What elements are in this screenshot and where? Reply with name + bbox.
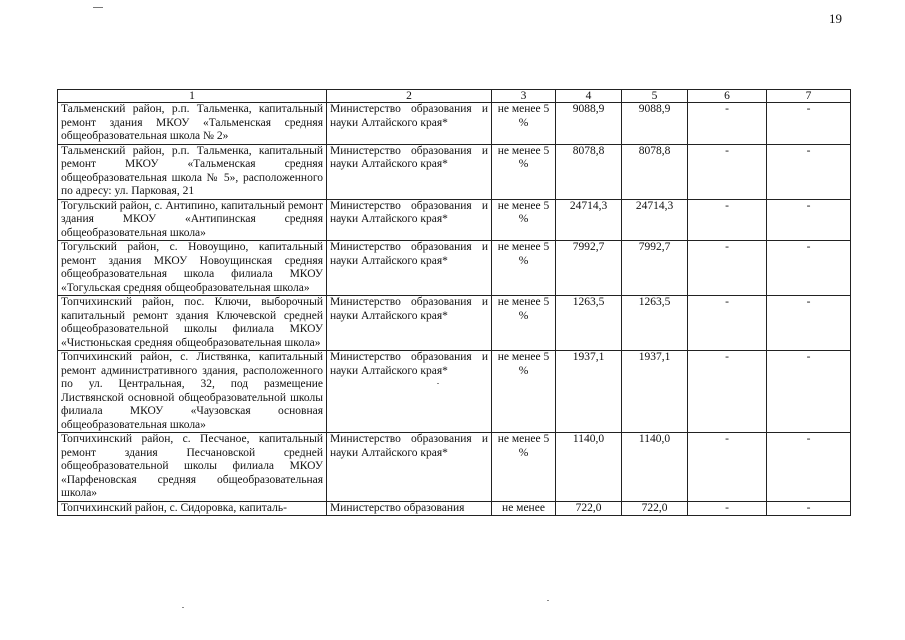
value-cell-7: - [767, 199, 851, 241]
share-cell: не менее 5 % [492, 241, 556, 296]
object-cell: Топчихинский район, с. Листвянка, капитальный ремонт административного здания, расположенного по ул. Центральная, 32, под размещение Листвянской основной общеобразовательной школы филиала МКОУ «Чаузовская основная общеобразовательная школа» [58, 351, 327, 433]
object-cell: Топчихинский район, с. Песчаное, капитальный ремонт здания Песчановской средней общеобразовательной школы филиала МКОУ «Парфеновская средняя общеобразовательная школа» [58, 433, 327, 502]
value-cell-7: - [767, 501, 851, 516]
table-row [58, 144, 851, 199]
value-cell-7: - [767, 103, 851, 145]
value-cell-6: - [688, 501, 767, 516]
object-cell: Топчихинский район, пос. Ключи, выборочный капитальный ремонт здания Ключевской средней общеобразовательной школы филиала МКОУ «Чистюньская средняя общеобразовательная школа» [58, 296, 327, 351]
organization-cell: Министерство образования и науки Алтайского края* [327, 199, 492, 241]
share-cell: не менее 5 % [492, 433, 556, 502]
share-cell: не менее 5 % [492, 351, 556, 433]
value-cell-6: - [688, 103, 767, 145]
share-cell: не менее 5 % [492, 296, 556, 351]
organization-cell: Министерство образования и науки Алтайского края* [327, 241, 492, 296]
organization-cell: Министерство образования [327, 501, 492, 516]
organization-cell: Министерство образования и науки Алтайского края* [327, 144, 492, 199]
header-col-2: 2 [327, 90, 492, 103]
organization-cell: Министерство образования и науки Алтайского края* [327, 351, 492, 433]
value-cell-6: - [688, 433, 767, 502]
share-cell: не менее 5 % [492, 103, 556, 145]
object-cell: Тальменский район, р.п. Тальменка, капитальный ремонт МКОУ «Тальменская средняя общеобразовательная школа № 5», расположенного по адресу: ул. Парковая, 21 [58, 144, 327, 199]
value-cell-5: 7992,7 [622, 241, 688, 296]
organization-cell: Министерство образования и науки Алтайского края* [327, 103, 492, 145]
value-cell-6: - [688, 144, 767, 199]
value-cell-4: 722,0 [556, 501, 622, 516]
header-row [58, 90, 851, 103]
value-cell-4: 1263,5 [556, 296, 622, 351]
scan-speck [182, 607, 184, 608]
value-cell-6: - [688, 199, 767, 241]
value-cell-7: - [767, 351, 851, 433]
value-cell-4: 24714,3 [556, 199, 622, 241]
budget-table [57, 89, 851, 516]
share-cell: не менее 5 % [492, 144, 556, 199]
header-col-6: 6 [688, 90, 767, 103]
object-cell: Тогульский район, с. Новоущино, капитальный ремонт здания МКОУ Новоущинская средняя общеобразовательная школа филиала МКОУ «Тогульская средняя общеобразовательная школа» [58, 241, 327, 296]
table-row [58, 351, 851, 433]
header-col-5: 5 [622, 90, 688, 103]
value-cell-4: 1937,1 [556, 351, 622, 433]
value-cell-6: - [688, 241, 767, 296]
value-cell-7: - [767, 144, 851, 199]
organization-cell: Министерство образования и науки Алтайского края* [327, 296, 492, 351]
scan-speck [547, 600, 549, 601]
object-cell: Тальменский район, р.п. Тальменка, капитальный ремонт здания МКОУ «Тальменская средняя общеобразовательная школа № 2» [58, 103, 327, 145]
value-cell-4: 1140,0 [556, 433, 622, 502]
object-cell: Тогульский район, с. Антипино, капитальный ремонт здания МКОУ «Антипинская средняя общеобразовательная школа» [58, 199, 327, 241]
value-cell-5: 9088,9 [622, 103, 688, 145]
page-number: 19 [829, 11, 842, 26]
table-row [58, 103, 851, 145]
header-col-1: 1 [58, 90, 327, 103]
share-cell: не менее 5 % [492, 199, 556, 241]
header-col-4: 4 [556, 90, 622, 103]
scan-mark [93, 7, 103, 8]
organization-cell: Министерство образования и науки Алтайского края* [327, 433, 492, 502]
value-cell-5: 24714,3 [622, 199, 688, 241]
value-cell-5: 8078,8 [622, 144, 688, 199]
value-cell-7: - [767, 433, 851, 502]
value-cell-4: 7992,7 [556, 241, 622, 296]
table-row [58, 199, 851, 241]
value-cell-5: 1937,1 [622, 351, 688, 433]
table-row [58, 241, 851, 296]
value-cell-6: - [688, 296, 767, 351]
value-cell-5: 722,0 [622, 501, 688, 516]
header-col-3: 3 [492, 90, 556, 103]
value-cell-4: 9088,9 [556, 103, 622, 145]
table-row [58, 433, 851, 502]
value-cell-5: 1140,0 [622, 433, 688, 502]
value-cell-6: - [688, 351, 767, 433]
table-row [58, 296, 851, 351]
value-cell-7: - [767, 241, 851, 296]
share-cell: не менее [492, 501, 556, 516]
value-cell-5: 1263,5 [622, 296, 688, 351]
table-row [58, 501, 851, 516]
value-cell-7: - [767, 296, 851, 351]
header-col-7: 7 [767, 90, 851, 103]
object-cell: Топчихинский район, с. Сидоровка, капиталь- [58, 501, 327, 516]
value-cell-4: 8078,8 [556, 144, 622, 199]
